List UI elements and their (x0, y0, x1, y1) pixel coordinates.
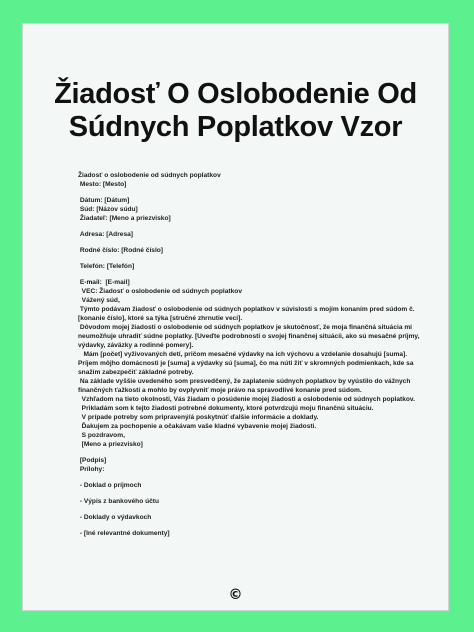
letter-paragraph: Na základe vyššie uvedeného som presvedčený, že zaplatenie súdnych poplatkov by vyústilo do vážnych finančných ťažkostí a mohlo by ovplyvniť moje právo na spravodlivé konanie pred súdom. (78, 378, 413, 394)
letter-phone: Telefón: [Telefón] (78, 263, 135, 270)
letter-name: [Meno a priezvisko] (78, 441, 143, 448)
letter-paragraph: Týmto podávam žiadosť o oslobodenie od súdnych poplatkov v súvislosti s mojím konaním pred súdom č. [konanie číslo], ktoré sa týka [stručné zhrnutie veci]. (78, 306, 417, 322)
page-title (23, 78, 448, 144)
attachment-item: - Doklady o výdavkoch (78, 514, 152, 521)
letter-birth-number: Rodné číslo: [Rodné číslo] (78, 247, 164, 254)
document-page (22, 23, 449, 611)
letter-paragraph: V prípade potreby som pripravený/á poskytnúť ďalšie informácie a doklady. (78, 414, 319, 421)
letter-paragraph: Ďakujem za pochopenie a očakávam vaše kladné vybavenie mojej žiadosti. (78, 423, 317, 430)
attachment-item: - Doklad o príjmoch (78, 482, 142, 489)
letter-subject: VEC: Žiadosť o oslobodenie od súdnych poplatkov (78, 288, 242, 295)
letter-paragraph: Vzhľadom na tieto okolnosti, Vás žiadam o posúdenie mojej žiadosti a oslobodenie od súdnych poplatkov. (78, 396, 415, 403)
letter-paragraph: Dôvodom mojej žiadosti o oslobodenie od súdnych poplatkov je skutočnosť, že moja finančná situácia mi neumožňuje uhradiť súdne poplatky. [Uveďte podrobnosti o svojej finančnej situácii, ako sú mesačné príjmy, výdavky, záväzky a rodinné pomery]. (78, 324, 422, 349)
attachments-label: Prílohy: (78, 466, 105, 473)
letter-body (78, 171, 423, 538)
attachment-item: - [Iné relevantné dokumenty] (78, 530, 170, 537)
letter-date: Dátum: [Dátum] (78, 197, 130, 204)
title-line-1: Žiadosť O Oslobodenie Od (54, 78, 417, 110)
letter-paragraph: Mám [počet] vyživovaných detí, pričom mesačné výdavky na ich výchovu a vzdelanie dosahujú [suma]. Príjem môjho domácnosti je [suma] a výdavky sú [suma], čo ma núti žiť v skromných podmienkach, kde sa snažím zabezpečiť základné potreby. (78, 351, 416, 376)
letter-address: Adresa: [Adresa] (78, 231, 133, 238)
letter-closing: S pozdravom, (78, 432, 125, 439)
title-line-2: Súdnych Poplatkov Vzor (68, 111, 403, 143)
letter-applicant: Žiadateľ: [Meno a priezvisko] (78, 215, 171, 222)
attachment-item: - Výpis z bankového účtu (78, 498, 159, 505)
letter-email: E-mail: [E-mail] (78, 279, 130, 286)
letter-court: Súd: [Názov súdu] (78, 206, 138, 213)
letter-signature: [Podpis] (78, 457, 107, 464)
letter-city: Mesto: [Mesto] (78, 181, 127, 188)
letter-salutation: Vážený súd, (78, 297, 120, 304)
letter-heading: Žiadosť o oslobodenie od súdnych poplatkov (78, 172, 221, 179)
letter-paragraph: Prikladám som k tejto žiadosti potrebné dokumenty, ktoré potvrdzujú moju finančnú situáciu. (78, 405, 374, 412)
copyright-icon: © (228, 587, 243, 603)
